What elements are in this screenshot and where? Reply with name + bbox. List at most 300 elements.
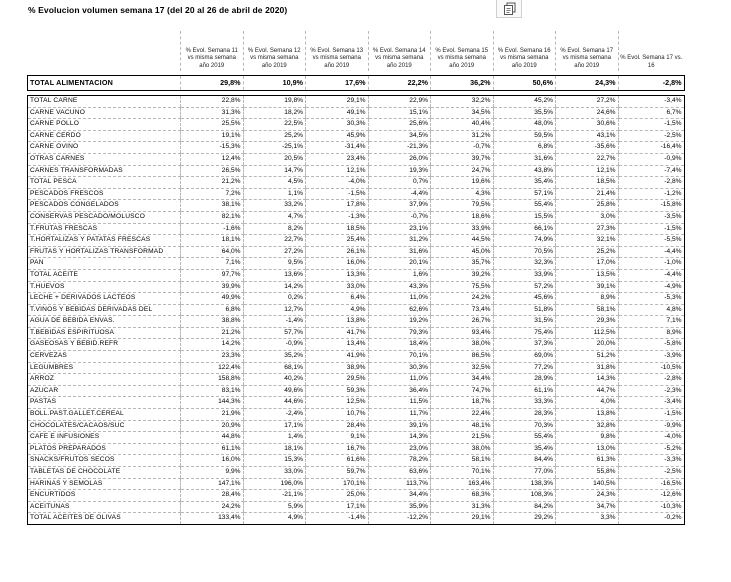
cell-value: 39,1% — [556, 281, 619, 293]
cell-value: 4,3% — [431, 188, 494, 200]
cell-value: 77,0% — [493, 467, 556, 479]
cell-value: 24,2% — [181, 501, 244, 513]
cell-value: -15,3% — [181, 142, 244, 154]
cell-value: 34,5% — [431, 107, 494, 119]
cell-value: -4,0% — [306, 177, 369, 189]
cell-value: 38,9% — [306, 362, 369, 374]
cell-value: 28,3% — [493, 409, 556, 421]
cell-value: 27,3% — [556, 223, 619, 235]
cell-value: -35,6% — [556, 142, 619, 154]
cell-value: 27,2% — [556, 96, 619, 108]
table-row — [28, 443, 685, 455]
cell-value: 108,3% — [493, 490, 556, 502]
table-row — [28, 107, 685, 119]
cell-value: -2,5% — [618, 467, 684, 479]
cell-value: 11,0% — [368, 293, 431, 305]
cell-value: -2,8% — [618, 177, 684, 189]
cell-value: 37,3% — [493, 339, 556, 351]
cell-value: 4,5% — [243, 177, 306, 189]
cell-value: 18,5% — [556, 177, 619, 189]
cell-value: 55,8% — [556, 467, 619, 479]
row-label: AZUCAR — [28, 385, 181, 397]
cell-value: -7,4% — [618, 165, 684, 177]
cell-value: 43,1% — [556, 130, 619, 142]
cell-value: 20,9% — [181, 420, 244, 432]
cell-value: 7,2% — [181, 188, 244, 200]
cell-value: 19,8% — [243, 96, 306, 108]
cell-value: 6,4% — [306, 293, 369, 305]
cell-value: 31,6% — [493, 153, 556, 165]
column-header: % Evol. Semana 12 vs misma semana año 2019 — [243, 31, 306, 71]
row-label: CARNE OVINO — [28, 142, 181, 154]
cell-value: 49,9% — [181, 293, 244, 305]
cell-value: 61,1% — [181, 443, 244, 455]
cell-value: 59,7% — [306, 467, 369, 479]
table-row — [28, 165, 685, 177]
cell-value: 16,0% — [181, 455, 244, 467]
cell-value: 24,2% — [431, 293, 494, 305]
cell-value: 57,7% — [243, 327, 306, 339]
cell-value: 19,2% — [368, 316, 431, 328]
cell-value: 22,4% — [431, 409, 494, 421]
cell-value: 9,8% — [556, 432, 619, 444]
cell-value: 30,6% — [556, 119, 619, 131]
cell-value: 31,5% — [493, 316, 556, 328]
cell-value: -1,4% — [243, 316, 306, 328]
cell-value: 41,7% — [306, 327, 369, 339]
table-row — [28, 211, 685, 223]
cell-value: 40,4% — [431, 119, 494, 131]
cell-value: 170,1% — [306, 478, 369, 490]
cell-value: 78,2% — [368, 455, 431, 467]
cell-value: 26,1% — [306, 246, 369, 258]
cell-value: 12,4% — [181, 153, 244, 165]
table-row — [28, 455, 685, 467]
cell-value: 8,9% — [618, 327, 684, 339]
cell-value: 11,7% — [368, 409, 431, 421]
cell-value: -0,7% — [431, 142, 494, 154]
cell-value: 33,9% — [493, 269, 556, 281]
row-label: CERVEZAS — [28, 351, 181, 363]
table-row — [28, 130, 685, 142]
cell-value: 26,5% — [181, 165, 244, 177]
cell-value: 113,7% — [368, 478, 431, 490]
cell-value: -10,5% — [618, 362, 684, 374]
cell-value: 66,1% — [493, 223, 556, 235]
cell-value: 35,9% — [368, 501, 431, 513]
cell-value: -12,2% — [368, 513, 431, 525]
column-header: % Evol. Semana 11 vs misma semana año 2019 — [181, 31, 244, 71]
cell-value: 0,2% — [243, 293, 306, 305]
cell-value: 21,4% — [556, 188, 619, 200]
cell-value: 13,3% — [306, 269, 369, 281]
cell-value: 38,0% — [431, 443, 494, 455]
cell-value: 26,7% — [431, 316, 494, 328]
row-label: TOTAL CARNE — [28, 96, 181, 108]
cell-value: 51,8% — [493, 304, 556, 316]
cell-value: 8,2% — [243, 223, 306, 235]
table-row — [28, 293, 685, 305]
cell-value: 73,4% — [431, 304, 494, 316]
cell-value: 25,6% — [368, 119, 431, 131]
cell-value: -3,4% — [618, 397, 684, 409]
row-label: ENCURTIDOS — [28, 490, 181, 502]
cell-value: 45,9% — [306, 130, 369, 142]
cell-value: 12,1% — [306, 165, 369, 177]
cell-value: 29,1% — [306, 96, 369, 108]
cell-value: 147,1% — [181, 478, 244, 490]
row-label: TOTAL PESCA — [28, 177, 181, 189]
cell-value: 24,3% — [556, 490, 619, 502]
row-label: T.FRUTAS FRESCAS — [28, 223, 181, 235]
cell-value: 3,3% — [556, 513, 619, 525]
cell-value: 7,1% — [618, 316, 684, 328]
cell-value: 45,6% — [493, 293, 556, 305]
cell-value: 77,2% — [493, 362, 556, 374]
table-row — [28, 362, 685, 374]
cell-value: 20,1% — [368, 258, 431, 270]
cell-value: 32,8% — [556, 420, 619, 432]
header-row — [28, 31, 685, 71]
cell-value: 21,5% — [431, 432, 494, 444]
cell-value: 70,1% — [368, 351, 431, 363]
cell-value: -0,7% — [368, 211, 431, 223]
cell-value: 63,6% — [368, 467, 431, 479]
cell-value: 31,2% — [431, 130, 494, 142]
cell-value: 22,7% — [556, 153, 619, 165]
cell-value: 23,3% — [181, 351, 244, 363]
cell-value: 29,3% — [556, 316, 619, 328]
cell-value: 13,0% — [556, 443, 619, 455]
cell-value: 4,7% — [243, 211, 306, 223]
cell-value: 45,0% — [431, 246, 494, 258]
cell-value: -2,4% — [243, 409, 306, 421]
cell-value: 83,1% — [181, 385, 244, 397]
cell-value: -15,8% — [618, 200, 684, 212]
cell-value: -16,5% — [618, 478, 684, 490]
cell-value: 36,4% — [368, 385, 431, 397]
cell-value: 75,4% — [493, 327, 556, 339]
cell-value: 22,8% — [181, 96, 244, 108]
cell-value: 35,4% — [493, 443, 556, 455]
cell-value: 22,7% — [243, 235, 306, 247]
cell-value: 23,1% — [368, 223, 431, 235]
cell-value: -12,6% — [618, 490, 684, 502]
cell-value: 75,5% — [431, 281, 494, 293]
cell-value: 158,8% — [181, 374, 244, 386]
column-header: % Evol. Semana 17 vs. 16 — [618, 31, 684, 71]
row-label: TOTAL ALIMENTACION — [28, 76, 181, 91]
row-label: CHOCOLATES/CACAOS/SUC — [28, 420, 181, 432]
cell-value: 61,1% — [493, 385, 556, 397]
cell-value: 32,5% — [431, 362, 494, 374]
cell-value: -3,4% — [618, 96, 684, 108]
cell-value: 97,7% — [181, 269, 244, 281]
cell-value: 0,7% — [368, 177, 431, 189]
cell-value: -4,9% — [618, 281, 684, 293]
table-row — [28, 327, 685, 339]
cell-value: 17,8% — [306, 200, 369, 212]
cell-value: 19,1% — [181, 130, 244, 142]
row-label: BOLL.PAST.GALLET.CEREAL — [28, 409, 181, 421]
cell-value: -9,9% — [618, 420, 684, 432]
cell-value: 23,0% — [368, 443, 431, 455]
cell-value: 21,2% — [181, 327, 244, 339]
table-row — [28, 235, 685, 247]
cell-value: 49,6% — [243, 385, 306, 397]
cell-value: 40,2% — [243, 374, 306, 386]
table-row — [28, 304, 685, 316]
cell-value: -2,5% — [618, 130, 684, 142]
cell-value: 93,4% — [431, 327, 494, 339]
report-title: % Evolucion volumen semana 17 (del 20 al 26 de abril de 2020) — [28, 5, 288, 15]
cell-value: 4,0% — [556, 397, 619, 409]
table-row — [28, 351, 685, 363]
table-row — [28, 316, 685, 328]
table-row — [28, 188, 685, 200]
table-row — [28, 339, 685, 351]
cell-value: 24,3% — [556, 76, 619, 91]
row-label: PLATOS PREPARADOS — [28, 443, 181, 455]
cell-value: 48,1% — [431, 420, 494, 432]
cell-value: 37,9% — [368, 200, 431, 212]
table-row — [28, 501, 685, 513]
cell-value: 39,1% — [368, 420, 431, 432]
cell-value: 14,2% — [181, 339, 244, 351]
cell-value: 79,3% — [368, 327, 431, 339]
row-label: ACEITUNAS — [28, 501, 181, 513]
table-row — [28, 177, 685, 189]
cell-value: 8,9% — [556, 293, 619, 305]
cell-value: 17,1% — [306, 501, 369, 513]
cell-value: -0,9% — [243, 339, 306, 351]
cell-value: -4,4% — [618, 269, 684, 281]
cell-value: 31,6% — [368, 246, 431, 258]
cell-value: 1,1% — [243, 188, 306, 200]
cell-value: 133,4% — [181, 513, 244, 525]
cell-value: 48,0% — [493, 119, 556, 131]
cell-value: 35,5% — [493, 107, 556, 119]
table-row — [28, 142, 685, 154]
table-row — [28, 119, 685, 131]
cell-value: 45,2% — [493, 96, 556, 108]
cell-value: -0,2% — [618, 513, 684, 525]
table-row — [28, 420, 685, 432]
table-row — [28, 223, 685, 235]
cell-value: 15,5% — [493, 211, 556, 223]
cell-value: 29,1% — [431, 513, 494, 525]
table-row — [28, 281, 685, 293]
row-label: CONSERVAS PESCADO/MOLUSCO — [28, 211, 181, 223]
column-header: % Evol. Semana 15 vs misma semana año 2019 — [431, 31, 494, 71]
cell-value: 62,6% — [368, 304, 431, 316]
table-row — [28, 246, 685, 258]
cell-value: -21,1% — [243, 490, 306, 502]
cell-value: 22,9% — [368, 96, 431, 108]
cell-value: 10,9% — [243, 76, 306, 91]
table-row — [28, 200, 685, 212]
cell-value: 163,4% — [431, 478, 494, 490]
cell-value: 32,1% — [556, 235, 619, 247]
cell-value: 57,1% — [493, 188, 556, 200]
cell-value: 70,5% — [493, 246, 556, 258]
column-header: % Evol. Semana 16 vs misma semana año 2019 — [493, 31, 556, 71]
cell-value: 35,2% — [243, 351, 306, 363]
cell-value: 84,4% — [493, 455, 556, 467]
cell-value: 31,3% — [181, 107, 244, 119]
cell-value: -1,2% — [618, 188, 684, 200]
cell-value: 44,6% — [243, 397, 306, 409]
row-label: PESCADOS CONGELADOS — [28, 200, 181, 212]
row-label: HARINAS Y SEMOLAS — [28, 478, 181, 490]
table-row — [28, 269, 685, 281]
cell-value: 84,2% — [493, 501, 556, 513]
cell-value: 25,4% — [306, 235, 369, 247]
cell-value: 122,4% — [181, 362, 244, 374]
cell-value: -21,3% — [368, 142, 431, 154]
cell-value: 31,8% — [556, 362, 619, 374]
cell-value: 51,2% — [556, 351, 619, 363]
cell-value: 68,3% — [431, 490, 494, 502]
cell-value: 144,3% — [181, 397, 244, 409]
cell-value: 61,6% — [306, 455, 369, 467]
cell-value: 18,6% — [431, 211, 494, 223]
row-label: FRUTAS Y HORTALIZAS TRANSFORMAD — [28, 246, 181, 258]
cell-value: 138,3% — [493, 478, 556, 490]
cell-value: 27,2% — [243, 246, 306, 258]
column-header: % Evol. Semana 13 vs misma semana año 2019 — [306, 31, 369, 71]
cell-value: 14,3% — [368, 432, 431, 444]
cell-value: -2,8% — [618, 76, 684, 91]
cell-value: 11,5% — [368, 397, 431, 409]
cell-value: 38,1% — [181, 200, 244, 212]
row-label: PASTAS — [28, 397, 181, 409]
cell-value: 13,8% — [306, 316, 369, 328]
cell-value: -4,4% — [618, 246, 684, 258]
cell-value: 19,6% — [431, 177, 494, 189]
cell-value: 6,8% — [493, 142, 556, 154]
cell-value: 28,9% — [493, 374, 556, 386]
total-row — [28, 76, 685, 91]
cell-value: 4,8% — [618, 304, 684, 316]
cell-value: 44,8% — [181, 432, 244, 444]
cell-value: 24,6% — [556, 107, 619, 119]
row-label: PAN — [28, 258, 181, 270]
cell-value: 68,1% — [243, 362, 306, 374]
cell-value: 19,3% — [368, 165, 431, 177]
cell-value: 112,5% — [556, 327, 619, 339]
table-row — [28, 478, 685, 490]
cell-value: 35,7% — [431, 258, 494, 270]
cell-value: 34,7% — [556, 501, 619, 513]
cell-value: 55,4% — [493, 200, 556, 212]
cell-value: 14,3% — [556, 374, 619, 386]
cell-value: -1,0% — [618, 258, 684, 270]
row-label: ARROZ — [28, 374, 181, 386]
table-row — [28, 374, 685, 386]
cell-value: -1,3% — [306, 211, 369, 223]
header-blank — [28, 31, 181, 71]
cell-value: 18,1% — [243, 443, 306, 455]
cell-value: -1,5% — [618, 119, 684, 131]
cell-value: 86,5% — [431, 351, 494, 363]
cell-value: -3,3% — [618, 455, 684, 467]
cell-value: 21,2% — [181, 177, 244, 189]
cell-value: -1,6% — [181, 223, 244, 235]
cell-value: 32,3% — [493, 258, 556, 270]
row-label: T.HORTALIZAS Y PATATAS FRESCAS — [28, 235, 181, 247]
cell-value: 59,5% — [493, 130, 556, 142]
cell-value: -4,0% — [618, 432, 684, 444]
cell-value: 44,7% — [556, 385, 619, 397]
cell-value: 17,1% — [243, 420, 306, 432]
cell-value: 25,0% — [306, 490, 369, 502]
cell-value: 33,0% — [243, 467, 306, 479]
cell-value: 25,2% — [243, 130, 306, 142]
cell-value: 22,5% — [243, 119, 306, 131]
cell-value: 31,3% — [431, 501, 494, 513]
cell-value: -5,5% — [618, 235, 684, 247]
cell-value: 9,9% — [181, 467, 244, 479]
cell-value: 26,0% — [368, 153, 431, 165]
column-header: % Evol. Semana 14 vs misma semana año 2019 — [368, 31, 431, 71]
cell-value: 79,5% — [431, 200, 494, 212]
cell-value: 13,5% — [556, 269, 619, 281]
cell-value: 29,2% — [493, 513, 556, 525]
cell-value: -3,5% — [618, 211, 684, 223]
row-label: GASEOSAS Y BEBID.REFR — [28, 339, 181, 351]
cell-value: 5,9% — [243, 501, 306, 513]
cell-value: -2,3% — [618, 385, 684, 397]
cell-value: 9,1% — [306, 432, 369, 444]
cell-value: 25,2% — [556, 246, 619, 258]
copy-icon[interactable] — [496, 0, 522, 18]
cell-value: 11,0% — [368, 374, 431, 386]
cell-value: 30,3% — [368, 362, 431, 374]
cell-value: -5,3% — [618, 293, 684, 305]
cell-value: 35,4% — [493, 177, 556, 189]
row-label: CAFE E INFUSIONES — [28, 432, 181, 444]
table-row — [28, 385, 685, 397]
row-label: CARNE VACUNO — [28, 107, 181, 119]
table-row — [28, 258, 685, 270]
cell-value: 33,9% — [431, 223, 494, 235]
cell-value: 18,5% — [306, 223, 369, 235]
cell-value: 39,9% — [181, 281, 244, 293]
cell-value: -5,8% — [618, 339, 684, 351]
cell-value: 13,6% — [243, 269, 306, 281]
cell-value: 34,4% — [431, 374, 494, 386]
row-label: LECHE + DERIVADOS LACTEOS — [28, 293, 181, 305]
cell-value: 38,8% — [181, 316, 244, 328]
row-label: CARNE POLLO — [28, 119, 181, 131]
cell-value: 58,1% — [431, 455, 494, 467]
cell-value: 29,8% — [181, 76, 244, 91]
cell-value: -16,4% — [618, 142, 684, 154]
cell-value: 4,9% — [306, 304, 369, 316]
table-row — [28, 397, 685, 409]
cell-value: 38,0% — [431, 339, 494, 351]
cell-value: 28,4% — [306, 420, 369, 432]
cell-value: 15,1% — [368, 107, 431, 119]
row-label: TABLETAS DE CHOCOLATE — [28, 467, 181, 479]
cell-value: 44,5% — [431, 235, 494, 247]
cell-value: -25,1% — [243, 142, 306, 154]
cell-value: 24,7% — [431, 165, 494, 177]
cell-value: -1,5% — [618, 409, 684, 421]
cell-value: 16,7% — [306, 443, 369, 455]
cell-value: 21,9% — [181, 409, 244, 421]
